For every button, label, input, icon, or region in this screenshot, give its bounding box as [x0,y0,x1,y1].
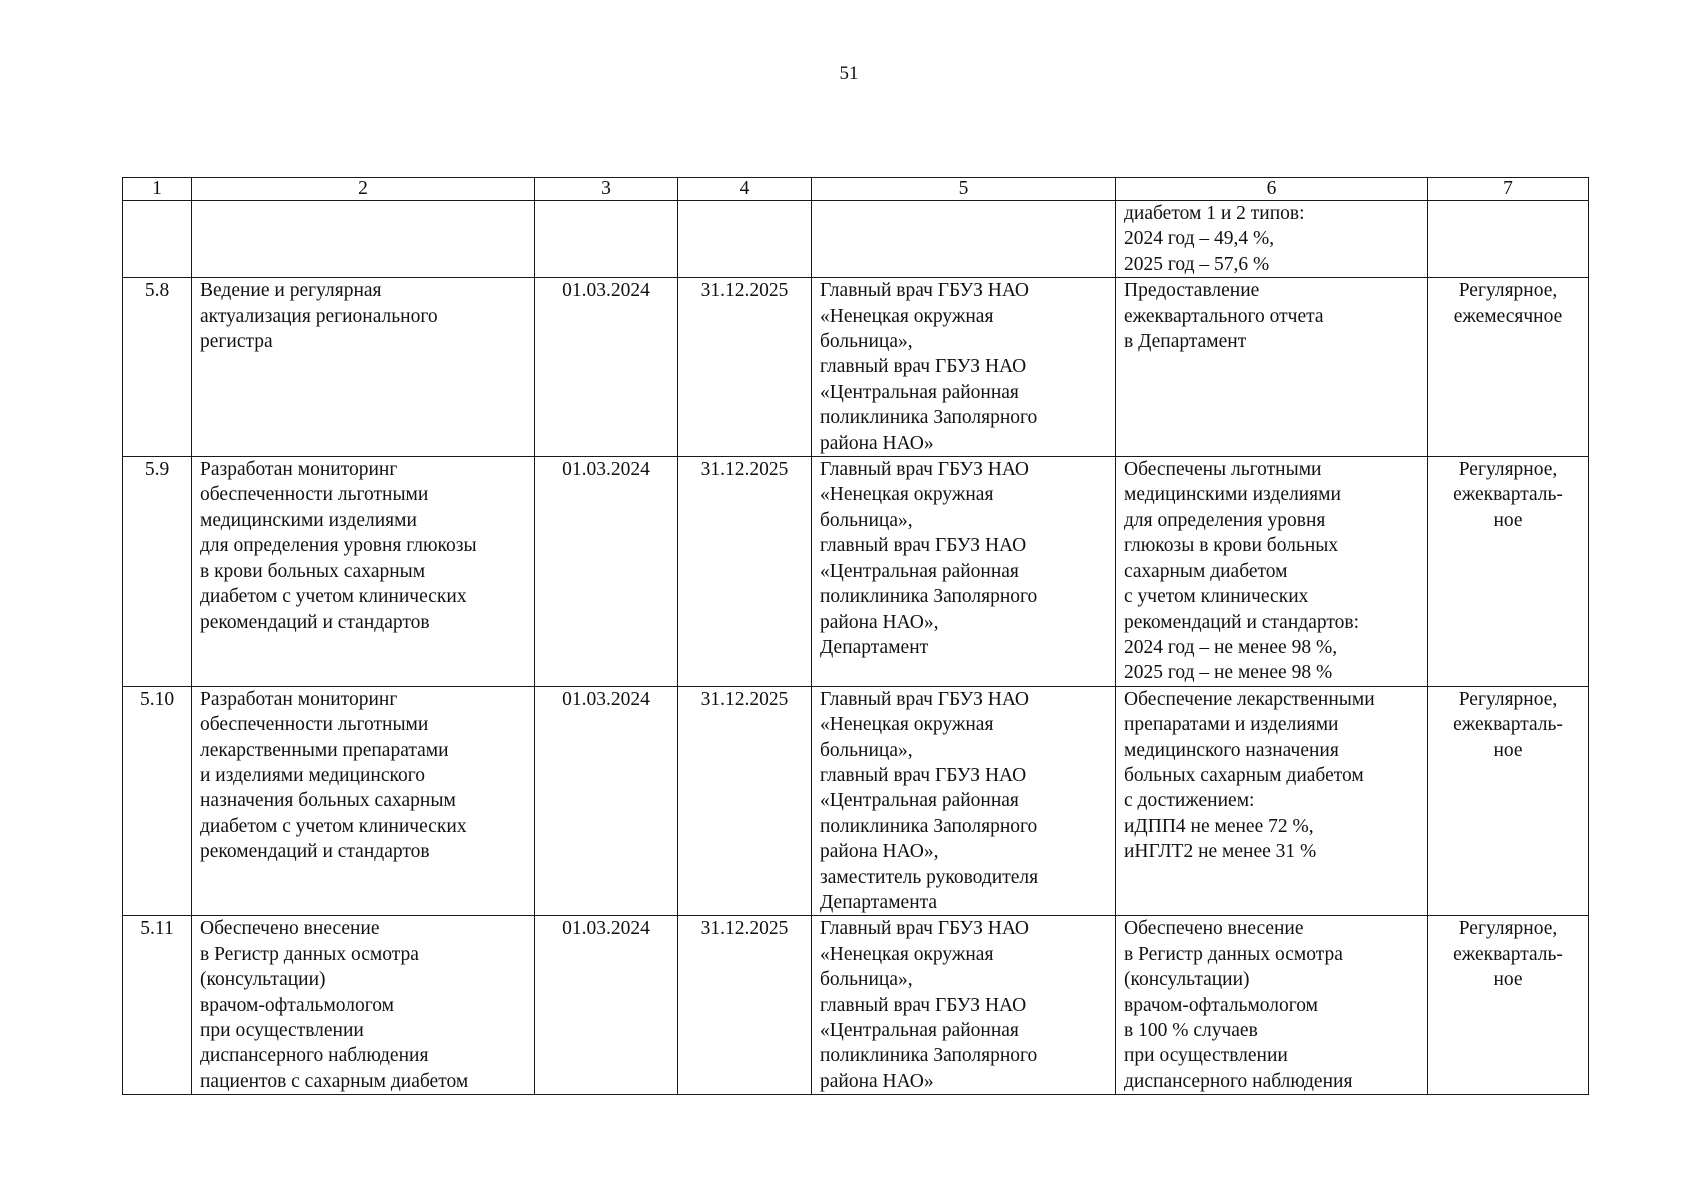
frequency-line: ежекварталь- [1453,484,1563,506]
result-line: при осуществлении [1124,1045,1288,1067]
table-header-row [123,178,1589,201]
result-line: 2025 год – 57,6 % [1124,253,1270,275]
frequency-line: Регулярное, [1458,688,1558,710]
responsible-line: «Центральная районная [820,381,1019,403]
event-line: рекомендаций и стандартов [200,841,430,863]
event-line: (консультации) [200,969,326,991]
responsible-cell [812,278,1116,457]
responsible-cell [812,457,1116,687]
frequency-line: ное [1493,509,1523,531]
result-line: с достижением: [1124,790,1255,812]
event-line: врачом-офтальмологом [200,994,394,1016]
table-row [123,686,1589,916]
responsible-cell [812,916,1116,1095]
event-cell [192,916,535,1095]
event-line: регистра [200,331,273,353]
responsible-line: главный врач ГБУЗ НАО [820,535,1027,557]
header-cell-4: 4 [678,178,812,201]
responsible-line: «Центральная районная [820,1020,1019,1041]
table-row [123,278,1589,457]
result-line: в Департамент [1124,331,1247,353]
frequency-cell [1428,278,1589,457]
start-date-cell: 01.03.2024 [535,686,678,916]
frequency-line: Регулярное, [1458,459,1558,481]
result-line: глюкозы в крови больных [1124,535,1339,557]
table-row [123,201,1589,278]
frequency-cell [1428,686,1589,916]
result-cell [1116,278,1428,457]
frequency-cell [1428,201,1589,278]
responsible-line: «Центральная районная [820,790,1019,812]
event-line: медицинскими изделиями [200,509,417,531]
responsible-cell [812,686,1116,916]
responsible-line: Главный врач ГБУЗ НАО [820,459,1030,481]
end-date-cell: 31.12.2025 [678,686,812,916]
event-line: назначения больных сахарным [200,790,456,812]
responsible-line: Главный врач ГБУЗ НАО [820,688,1030,710]
frequency-cell [1428,457,1589,687]
responsible-line: района НАО» [820,1070,934,1092]
result-line: иНГЛТ2 не менее 31 % [1124,841,1317,863]
result-line: 2024 год – не менее 98 %, [1124,636,1338,658]
result-cell [1116,686,1428,916]
result-line: 2024 год – 49,4 %, [1124,228,1275,250]
event-line: Разработан мониторинг [200,459,398,481]
responsible-line: «Ненецкая окружная [820,305,994,327]
header-cell-5: 5 [812,178,1116,201]
responsible-line: Департамент [820,636,929,658]
end-date-cell: 31.12.2025 [678,457,812,687]
frequency-line: ежемесячное [1453,305,1563,327]
event-line: диабетом с учетом клинических [200,815,467,837]
frequency-cell [1428,916,1589,1095]
responsible-line: Главный врач ГБУЗ НАО [820,280,1030,302]
row-number-cell: 5.9 [123,457,192,687]
row-number-cell: 5.10 [123,686,192,916]
event-cell [192,201,535,278]
event-cell [192,686,535,916]
header-cell-6: 6 [1116,178,1428,201]
frequency-line: Регулярное, [1458,918,1558,940]
result-line: с учетом клинических [1124,586,1309,608]
header-cell-7: 7 [1428,178,1589,201]
responsible-line: больница», [820,509,913,531]
event-line: рекомендаций и стандартов [200,611,430,633]
frequency-line: ное [1493,739,1523,761]
event-cell [192,457,535,687]
event-cell [192,278,535,457]
event-line: обеспеченности льготными [200,714,429,736]
end-date-cell: 31.12.2025 [678,278,812,457]
result-line: иДПП4 не менее 72 %, [1124,815,1314,837]
result-line: медицинскими изделиями [1124,484,1341,506]
result-cell [1116,916,1428,1095]
row-number-cell [123,201,192,278]
result-line: сахарным диабетом [1124,560,1288,582]
start-date-cell [535,201,678,278]
event-line: актуализация регионального [200,305,438,327]
event-line: для определения уровня глюкозы [200,535,477,557]
start-date-cell: 01.03.2024 [535,457,678,687]
responsible-line: заместитель руководителя [820,866,1039,888]
event-line: Разработан мониторинг [200,688,398,710]
event-line: диабетом с учетом клинических [200,586,467,608]
row-number-cell: 5.11 [123,916,192,1095]
event-line: Ведение и регулярная [200,280,382,302]
result-line: Обеспечено внесение [1124,918,1304,940]
responsible-line: главный врач ГБУЗ НАО [820,356,1027,378]
event-line: лекарственными препаратами [200,739,449,761]
responsible-line: района НАО», [820,611,939,633]
result-line: в 100 % случаев [1124,1020,1258,1041]
result-line: препаратами и изделиями [1124,714,1339,736]
header-cell-3: 3 [535,178,678,201]
result-line: для определения уровня [1124,509,1326,531]
event-line: в крови больных сахарным [200,560,426,582]
result-line: 2025 год – не менее 98 % [1124,662,1333,684]
responsible-line: главный врач ГБУЗ НАО [820,994,1027,1016]
activity-table [122,177,1589,1095]
start-date-cell: 01.03.2024 [535,916,678,1095]
responsible-line: поликлиника Заполярного [820,1045,1038,1067]
result-line: медицинского назначения [1124,739,1339,761]
result-cell [1116,457,1428,687]
event-line: диспансерного наблюдения [200,1045,429,1067]
event-line: в Регистр данных осмотра [200,943,419,965]
responsible-line: поликлиника Заполярного [820,407,1038,429]
start-date-cell: 01.03.2024 [535,278,678,457]
result-line: Предоставление [1124,280,1260,302]
responsible-line: поликлиника Заполярного [820,586,1038,608]
table-body [123,201,1589,1095]
result-line: (консультации) [1124,969,1250,991]
header-cell-2: 2 [192,178,535,201]
event-line: при осуществлении [200,1020,364,1041]
event-line: обеспеченности льготными [200,484,429,506]
event-line: пациентов с сахарным диабетом [200,1070,469,1092]
responsible-line: района НАО», [820,841,939,863]
frequency-line: ное [1493,969,1523,991]
result-cell [1116,201,1428,278]
page-number: 51 [839,63,859,84]
responsible-line: «Центральная районная [820,560,1019,582]
table-row [123,457,1589,687]
responsible-line: больница», [820,969,913,991]
result-line: диспансерного наблюдения [1124,1070,1353,1092]
event-line: Обеспечено внесение [200,918,380,940]
frequency-line: Регулярное, [1458,280,1558,302]
result-line: диабетом 1 и 2 типов: [1124,203,1305,224]
end-date-cell: 31.12.2025 [678,916,812,1095]
table-row [123,916,1589,1095]
result-line: врачом-офтальмологом [1124,994,1318,1016]
responsible-line: Главный врач ГБУЗ НАО [820,918,1030,940]
result-line: больных сахарным диабетом [1124,764,1364,786]
end-date-cell [678,201,812,278]
responsible-line: «Ненецкая окружная [820,484,994,506]
responsible-cell [812,201,1116,278]
responsible-line: больница», [820,739,913,761]
responsible-line: поликлиника Заполярного [820,815,1038,837]
header-cell-1: 1 [123,178,192,201]
result-line: Обеспечение лекарственными [1124,688,1375,710]
responsible-line: больница», [820,331,913,353]
responsible-line: района НАО» [820,432,934,454]
responsible-line: Департамента [820,891,938,913]
responsible-line: «Ненецкая окружная [820,714,994,736]
event-line: и изделиями медицинского [200,764,426,786]
result-line: рекомендаций и стандартов: [1124,611,1359,633]
row-number-cell: 5.8 [123,278,192,457]
responsible-line: главный врач ГБУЗ НАО [820,764,1027,786]
frequency-line: ежекварталь- [1453,943,1563,965]
responsible-line: «Ненецкая окружная [820,943,994,965]
result-line: ежеквартального отчета [1124,305,1324,327]
result-line: в Регистр данных осмотра [1124,943,1343,965]
frequency-line: ежекварталь- [1453,714,1563,736]
result-line: Обеспечены льготными [1124,459,1322,481]
